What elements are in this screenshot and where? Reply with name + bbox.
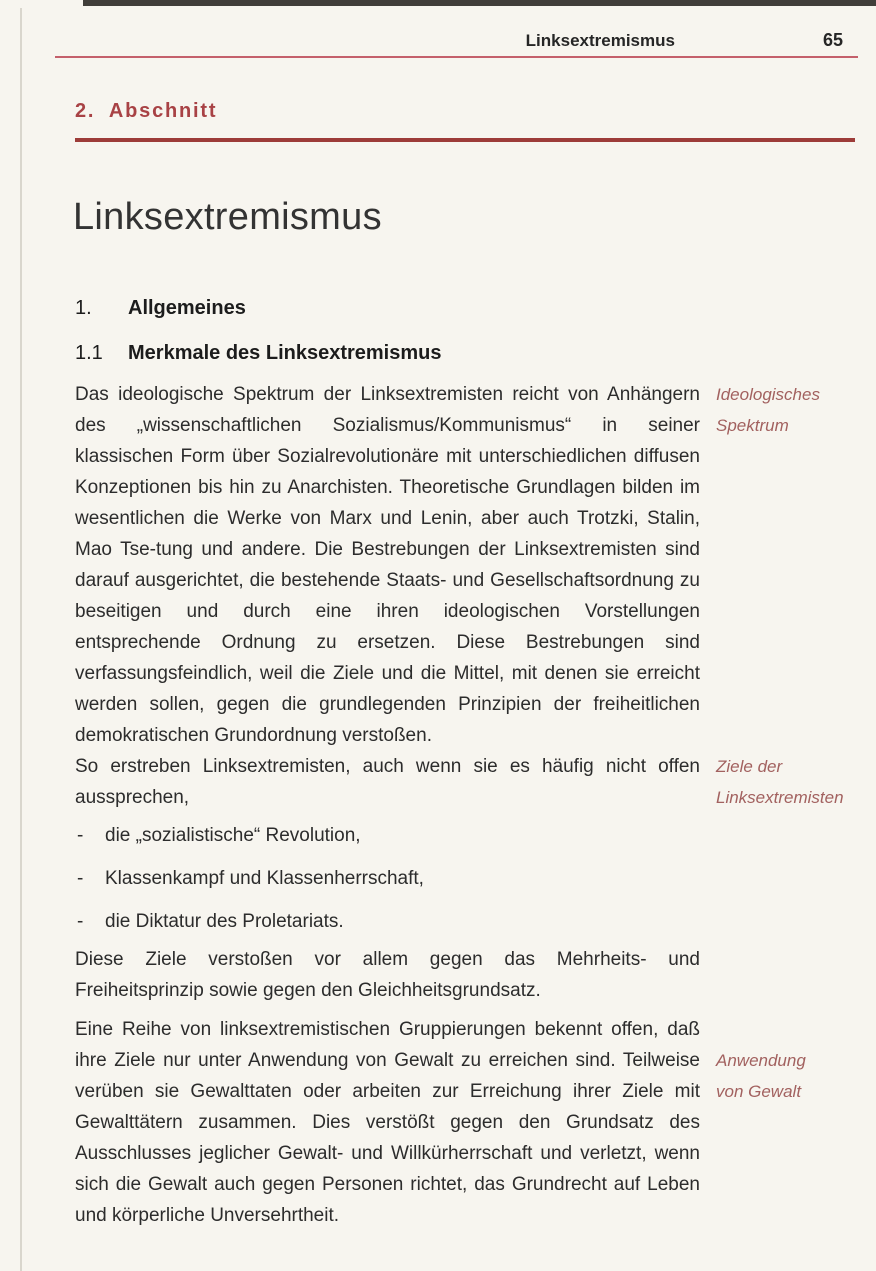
list-bullet: - xyxy=(77,825,84,846)
header-rule xyxy=(55,56,858,58)
paragraph: So erstreben Linksextremisten, auch wenn sie es häufig nicht offen aussprechen, xyxy=(75,756,700,808)
heading-merkmale xyxy=(75,342,442,365)
chapter-title: Linksextremismus xyxy=(73,196,382,238)
list-item-text: Klassenkampf und Klassenherrschaft, xyxy=(105,868,424,889)
list-item xyxy=(75,820,700,851)
list-bullet: - xyxy=(77,911,84,932)
paragraph-block xyxy=(75,751,856,820)
paragraph: Diese Ziele verstoßen vor allem gegen das Mehrheits- und Freiheitsprinzip sowie gegen den Gleichheitsgrundsatz. xyxy=(75,949,700,1001)
heading-allgemeines xyxy=(75,297,246,320)
heading-text: Merkmale des Linksextremismus xyxy=(128,342,442,364)
margin-note-line: von Gewalt xyxy=(716,1082,802,1101)
list-item xyxy=(75,906,700,937)
paragraph: Eine Reihe von linksextremistischen Gruppierungen bekennt offen, daß ihre Ziele nur unter Anwendung von Gewalt zu erreichen sind. Teilweise verüben sie Gewalttaten oder arbeiten zur Erreichung ihrer Ziele mit Gewalttätern zusammen. Dies verstößt gegen den Grundsatz des Ausschlusses jeglicher Gewalt- und Willkürherrschaft und verletzt, wenn sich die Gewalt auch gegen Personen richtet, das Grundrecht auf Leben und körperliche Unversehrtheit. xyxy=(75,1019,700,1226)
margin-note xyxy=(716,751,856,813)
section-label: 2. Abschnitt xyxy=(75,100,218,122)
running-header xyxy=(55,30,858,51)
margin-note-line: Ideologisches xyxy=(716,385,820,404)
paragraph: Das ideologische Spektrum der Linksextremisten reicht von Anhängern des „wissenschaftlichen Sozialismus/Kommunismus“ in seiner klassischen Form über Sozialrevolutionäre mit unterschiedlichen diffusen Konzeptionen bis hin zu Anarchisten. Theoretische Grundlagen bilden im wesentlichen die Werke von Marx und Lenin, aber auch Trotzki, Stalin, Mao Tse-tung und andere. Die Bestrebungen der Linksextremisten sind darauf ausgerichtet, die bestehende Staats- und Gesellschaftsordnung zu beseitigen und durch eine ihren ideologischen Vorstellungen entsprechende Ordnung zu ersetzen. Diese Bestrebungen sind verfassungsfeindlich, weil die Ziele und die Mittel, mit denen sie erreicht werden sollen, gegen die grundlegenden Prinzipien der freiheitlichen demokratischen Grundordnung verstoßen. xyxy=(75,384,700,746)
running-header-title: Linksextremismus xyxy=(525,31,675,50)
heading-number: 1.1 xyxy=(75,342,103,364)
paragraph-block xyxy=(75,1014,856,1231)
margin-note-line: Ziele der xyxy=(716,757,783,776)
section-rule xyxy=(75,138,855,142)
list-item xyxy=(75,863,700,894)
margin-note xyxy=(716,379,856,441)
paragraph-block xyxy=(75,379,856,751)
margin-note-line: Anwendung xyxy=(716,1051,806,1070)
margin-note-line: Spektrum xyxy=(716,416,789,435)
list-bullet: - xyxy=(77,868,84,889)
heading-number: 1. xyxy=(75,297,92,319)
heading-text: Allgemeines xyxy=(128,297,246,319)
dash-list xyxy=(75,820,700,944)
scan-top-edge xyxy=(83,0,876,6)
list-item-text: die „sozialistische“ Revolution, xyxy=(105,825,361,846)
paragraph-block xyxy=(75,944,856,1014)
page-number: 65 xyxy=(822,30,843,50)
page-edge-shadow xyxy=(20,8,22,1271)
margin-note-line: Linksextremisten xyxy=(716,788,844,807)
list-item-text: die Diktatur des Proletariats. xyxy=(105,911,344,932)
margin-note xyxy=(716,1045,856,1107)
page-content xyxy=(75,379,856,1231)
